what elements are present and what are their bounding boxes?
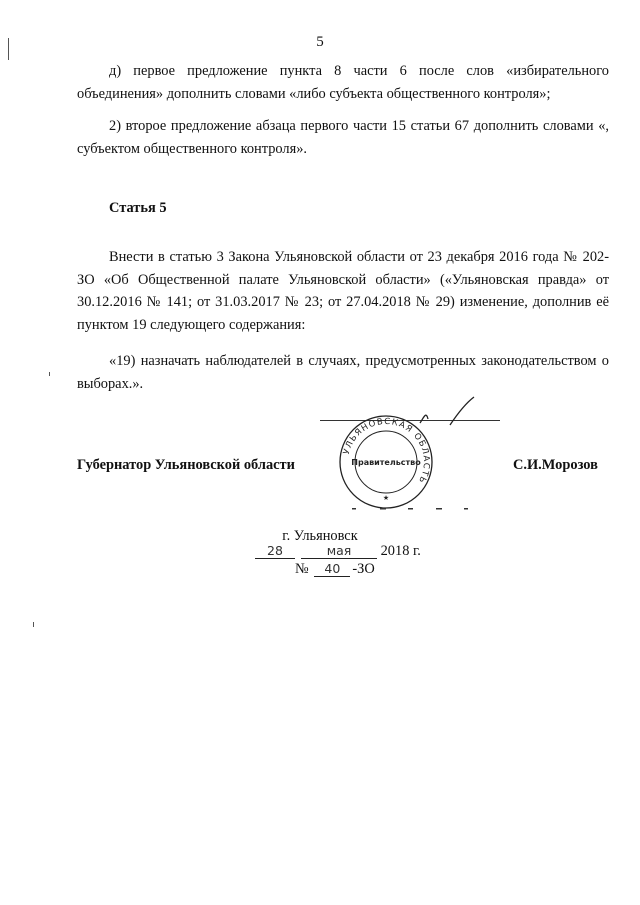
governor-title: Губернатор Ульяновской области: [77, 457, 295, 473]
number-value: 40: [314, 561, 350, 577]
number-sign: №: [295, 561, 309, 577]
svg-text:★: ★: [382, 494, 390, 502]
date-month: мая: [301, 543, 377, 559]
paragraph-quoted-item-19: «19) назначать наблюдателей в случаях, предусмотренных законодательством о выборах.».: [77, 353, 609, 392]
place-of-signing: г. Ульяновск: [282, 528, 358, 544]
paragraph-amendment-d: д) первое предложение пункта 8 части 6 после слов «избирательного объединения» дополнить словами «либо субъекта общественного контроля»;: [77, 63, 609, 102]
page-number: 5: [316, 34, 324, 50]
svg-text:УЛЬЯНОВСКАЯ ОБЛАСТЬ: УЛЬЯНОВСКАЯ ОБЛАСТЬ: [341, 416, 432, 486]
official-seal: [336, 412, 436, 512]
number-suffix: -ЗО: [352, 561, 375, 577]
scan-mark: [33, 622, 34, 627]
date-year: 2018 г.: [380, 543, 421, 559]
governor-name: С.И.Морозов: [513, 457, 598, 473]
svg-text:Правительство: Правительство: [351, 458, 421, 467]
date-day: 28: [255, 543, 295, 559]
article-heading: Статья 5: [109, 200, 167, 216]
seal-underline-dots: [350, 507, 480, 511]
paragraph-article-5-body: Внести в статью 3 Закона Ульяновской области от 23 декабря 2016 года № 202-ЗО «Об Общественной палате Ульяновской области» («Ульяновская правда» от 30.12.2016 № 141; от 31.03.2017 № 23; от 27.04.2018 № 29) изменение, дополнив её пунктом 19 следующего содержания:: [77, 249, 609, 333]
paragraph-amendment-2: 2) второе предложение абзаца первого части 15 статьи 67 дополнить словами «, субъектом общественного контроля».: [77, 118, 609, 157]
scan-mark: [49, 372, 50, 376]
signing-date: [255, 543, 421, 560]
law-number: [295, 561, 375, 578]
